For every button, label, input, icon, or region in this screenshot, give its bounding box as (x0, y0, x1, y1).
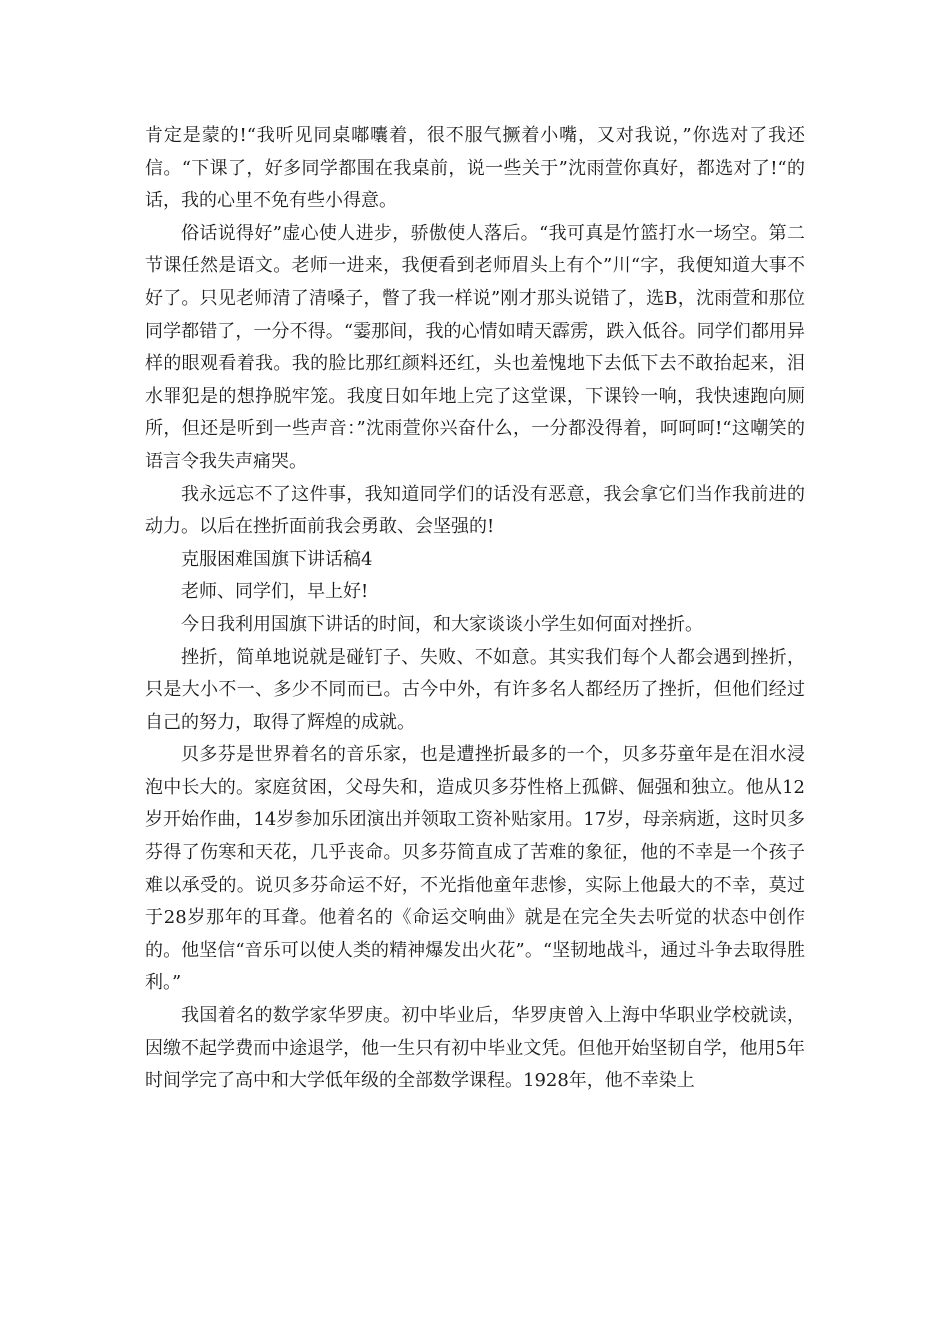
greeting: 老师、同学们，早上好! (181, 581, 369, 603)
paragraph-intro: 今日我利用国旗下讲话的时间，和大家谈谈小学生如何面对挫折。 (181, 613, 703, 635)
paragraph-definition: 挫折，简单地说就是碰钉子、失败、不如意。其实我们每个人都会遇到挫折，只是大小不一、多少不同而已。古今中外，有许多名人都经历了挫折，但他们经过自己的努力，取得了辉煌的成就。 (145, 646, 805, 733)
paragraph-2: 俗话说得好”虚心使人进步，骄傲使人落后。“我可真是竹篮打水一场空。第二节课任然是语文。老师一进来，我便看到老师眉头上有个”川“字，我便知道大事不好了。只见老师清了清嗓子，瞥了我一样说”刚才那头说错了，选B，沈雨萱和那位同学都错了，一分不得。“霎那间，我的心情如晴天霹雳，跌入低谷。同学们都用异样的眼观看着我。我的脸比那红颜料还红，头也羞愧地下去低下去不敢抬起来，泪水罪犯是的想挣脱牢笼。我度日如年地上完了这堂课，下课铃一响，我快速跑向厕所，但还是听到一些声音：”沈雨萱你兴奋什么，一分都没得着，呵呵呵!“这嘲笑的语言令我失声痛哭。 (145, 222, 805, 472)
paragraph-3: 我永远忘不了这件事，我知道同学们的话没有恶意，我会拿它们当作我前进的动力。以后在挫折面前我会勇敢、会坚强的! (145, 483, 805, 538)
paragraph-1: 肯定是蒙的!“我听见同桌嘟囔着，很不服气撅着小嘴，又对我说，”你选对了我还信。“下课了，好多同学都围在我桌前，说一些关于”沈雨萱你真好，都选对了!“的话，我的心里不免有些小得意。 (145, 125, 805, 212)
paragraph-beethoven: 贝多芬是世界着名的音乐家，也是遭挫折最多的一个，贝多芬童年是在泪水浸泡中长大的。家庭贫困，父母失和，造成贝多芬性格上孤僻、倔强和独立。他从12岁开始作曲，14岁参加乐团演出并领取工资补贴家用。17岁，母亲病逝，这时贝多芬得了伤寒和天花，几乎丧命。贝多芬简直成了苦难的象征，他的不幸是一个孩子难以承受的。说贝多芬命运不好，不光指他童年悲惨，实际上他最大的不幸，莫过于28岁那年的耳聋。他着名的《命运交响曲》就是在完全失去听觉的状态中创作的。他坚信“音乐可以使人类的精神爆发出火花”。“坚韧地战斗，通过斗争去取得胜利。” (145, 744, 805, 994)
section-title: 克服困难国旗下讲话稿4 (181, 548, 373, 570)
paragraph-hua-luogeng: 我国着名的数学家华罗庚。初中毕业后，华罗庚曾入上海中华职业学校就读，因缴不起学费而中途退学，他一生只有初中毕业文凭。但他开始坚韧自学，他用5年时间学完了高中和大学低年级的全部数学课程。1928年，他不幸染上 (145, 1005, 805, 1092)
document-body (145, 120, 805, 1098)
